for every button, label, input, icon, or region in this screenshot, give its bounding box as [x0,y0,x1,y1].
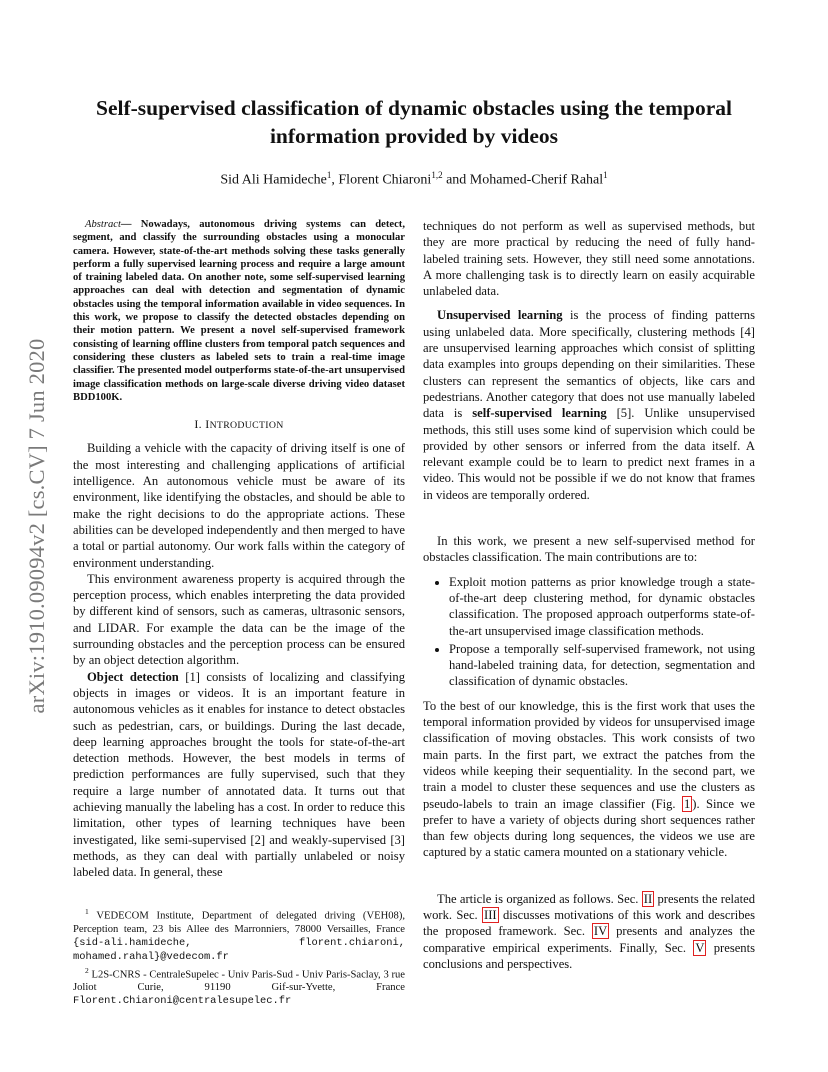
author-list [70,170,758,189]
footnote-mark: 1 [85,907,89,916]
paragraph-text: The article is organized as follows. Sec. [437,891,642,906]
author-separator: , [331,172,339,188]
footnote-text: VEDECOM Institute, Department of delegated driving (VEH08), Perception team, 23 bis Allee des Marronniers, 78000 Versailles, France [73,910,405,935]
arxiv-identifier [22,296,52,756]
organization-paragraph [423,891,755,972]
email-address[interactable]: {sid-ali.hamideche, florent.chiaroni, mohamed.rahal}@vedecom.fr [73,936,405,963]
paragraph-text: To the best of our knowledge, this is the first work that uses the temporal information provided by videos for unsupervised image classification of moving obstacles. This work consists of two main parts. In the first part, we extract the patches from the videos while keeping their sequentiality. In the second part, we train a model to cluster these sequences and use the clusters as pseudo-labels to train an image classifier (Fig. [423,698,755,811]
figure-link[interactable]: 1 [683,796,691,811]
author-name: Sid Ali Hamideche [220,172,327,188]
paragraph-text: is the process of finding patterns using unlabeled data. More specifically, clustering methods [4] are unsupervised learning approaches which consist of splitting data examples into groups depending on their similarities. These clusters can represent the semantics of objects, like cars and pedestrians. Another category that does not use manually labeled data is [423,308,755,421]
affiliation-mark: 1,2 [431,170,443,180]
term-self-supervised-learning: self-supervised learning [472,406,607,421]
section-title-rest: NTRODUCTION [209,420,284,432]
footnote-1 [73,905,405,964]
affiliation-mark: 1 [326,170,332,180]
contribution-item: • Exploit motion patterns as prior knowledge trough a state-of-the-art deep clustering method, for dynamic obstacles classification. The proposed approach outperforms state-of-the-art unsupervised image classification methods. [449,574,755,639]
paragraph-text: presents and analyzes the comparative empirical experiments. Finally, Sec. [423,924,755,955]
paragraph-text: [5]. Unlike unsupervised methods, this still uses some kind of supervision which could be provided by other sensors or inferred from the data itself. A relevant example could be to learn to predict next frames in a video. This would not be possible if we do not know that frames in videos are temporally ordered. [423,406,755,502]
paragraph-text: ). Since we prefer to have a variety of objects during short sequences rather than few objects during long sequences, the videos we use are captured by a static camera mounted on a stationary vehicle. [423,796,755,860]
section-numeral: I. [194,417,206,432]
intro-paragraph-3 [73,669,405,881]
section-heading-introduction [73,416,405,434]
section-title-initial: I [205,417,210,432]
section-link[interactable]: III [484,907,497,922]
author-name: Florent Chiaroni [338,172,432,188]
work-overview-paragraph [423,698,755,861]
section-link[interactable]: IV [593,924,608,939]
email-address[interactable]: Florent.Chiaroni@centralesupelec.fr [73,995,292,1008]
section-link[interactable]: II [643,891,653,906]
paper-title: Self-supervised classification of dynamic obstacles using the temporal information provided by videos [95,96,733,148]
arxiv-identifier-text: arXiv:1910.09094v2 [cs.CV] 7 Jun 2020 [24,338,49,714]
paragraph-text: presents the related work. Sec. [423,891,756,922]
footnote-text: L2S-CNRS - CentraleSupelec - Univ Paris-Sud - Univ Paris-Saclay, 3 rue Joliot Curie, 91190 Gif-sur-Yvette, France [73,969,405,994]
abstract [73,218,405,404]
footnotes [73,905,405,1008]
continued-paragraph: techniques do not perform as well as supervised methods, but they are more practical by reducing the need of fully hand-labeled training sets. However, they still need some annotations. A more challenging task is to directly learn on easily acquirable unlabeled data. [423,219,755,299]
author-separator: and [442,172,470,188]
term-unsupervised-learning: Unsupervised learning [437,308,563,323]
contributions-list [423,574,755,690]
affiliation-mark: 1 [603,170,608,180]
contribution-item: • Propose a temporally self-supervised framework, not using hand-labeled training data, for detection, segmentation and classification of dynamic obstacles. [449,641,755,690]
paragraph-text: presents conclusions and perspectives. [423,940,756,971]
abstract-label: Abstract [85,219,121,230]
paragraph-text: [1] consists of localizing and classifying objects in images or videos. It is an important feature in autonomous vehicles as it enables for instance to detect obstacles such as pedestrian, cars, or buildings. During the last decade, deep learning approaches brought the tools for state-of-the-art detection methods. However, the best models in terms of prediction performances are fully supervised, such that they require a large number of annotated data. It turns out that achieving manually the labeling has a cost. In order to reduce this limitation, other types of learning techniques have been investigated, like semi-supervised [2] and weakly-supervised [3] methods, as they can deal with partially unlabeled or noisy labeled data. In general, these [73,669,405,880]
footnote-2 [73,964,405,1009]
contributions-intro: In this work, we present a new self-supervised method for obstacles classification. The main contributions are to: [423,534,755,565]
paragraph-text: discusses motivations of this work and describes the proposed framework. Sec. [423,907,755,939]
section-link[interactable]: V [695,940,705,955]
abstract-text: — Nowadays, autonomous driving systems can detect, segment, and classify the surrounding obstacles using a monocular camera. However, state-of-the-art methods solving these tasks generally perform a fully supervised learning process and require a large amount of training labeled data. On another note, some self-supervised learning approaches can deal with detection and segmentation of dynamic obstacles using the temporal information available in video sequences. In this work, we propose to classify the detected obstacles depending on their motion pattern. We present a novel self-supervised framework consisting of learning offline clusters from temporal patch sequences and considering these clusters as labeled sets to train a real-time image classifier. The presented model outperforms state-of-the-art unsupervised image classification methods on large-scale diverse driving video dataset BDD100K. [73,219,405,403]
term-object-detection: Object detection [87,669,179,684]
footnote-mark: 2 [85,965,89,975]
unsupervised-learning-paragraph [423,307,755,503]
right-column [423,218,755,972]
author-name: Mohamed-Cherif Rahal [469,172,604,188]
intro-paragraph-2: This environment awareness property is acquired through the perception process, which enables interpreting the data provided by different kind of sensors, such as cameras, ultrasonic sensors, and LIDAR. For example the data can be the image of the surrounding obstacles and the perception process can be ensured by an object detection algorithm. [73,571,405,668]
intro-paragraph-1: Building a vehicle with the capacity of driving itself is one of the most interesting and challenging applications of artificial intelligence. An autonomous vehicle must be aware of its environment, like identifying the obstacles, and should be able to make the right decisions to do the appropriate actions. These abilities can be developed independently and then merged to have a total or partial autonomy. Our work falls within the category of environment understanding. [73,441,405,570]
left-column [73,218,405,880]
